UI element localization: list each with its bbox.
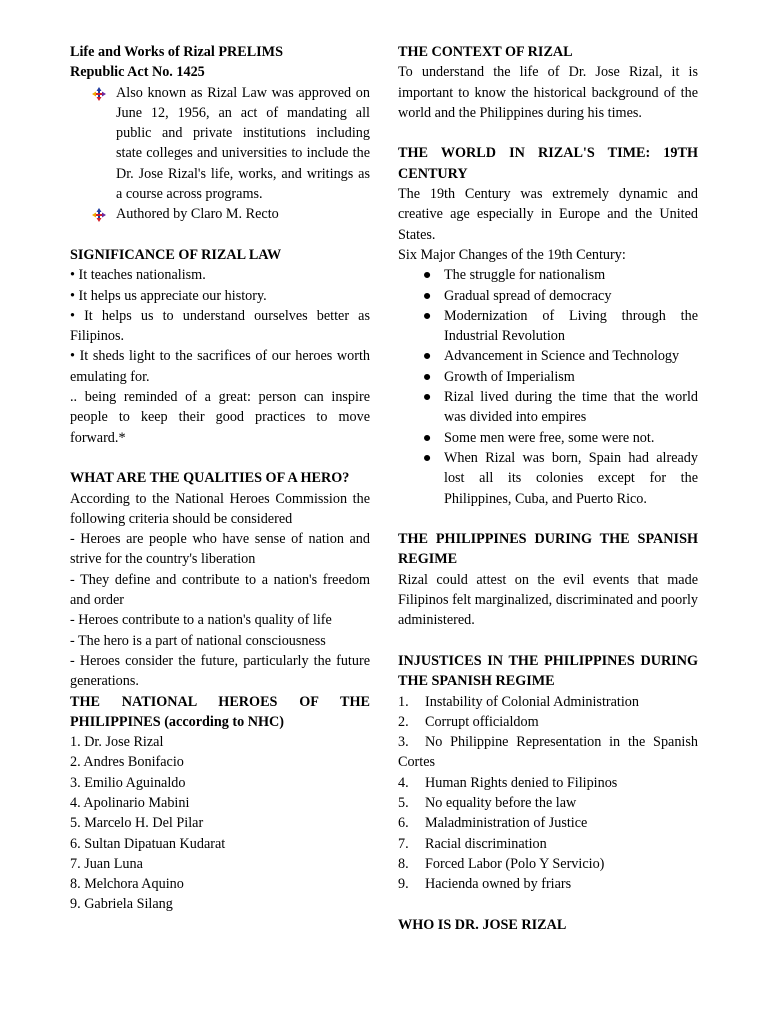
injustice-item [398, 834, 698, 854]
ra-item-text: Also known as Rizal Law was approved on June 12, 1956, an act of mandating all public and private institutions including state colleges and universities to include the Dr. Jose Rizal's life, works, and writings as a course across programs. [116, 84, 370, 203]
context-text: To understand the life of Dr. Jose Rizal, it is important to know the historical background of the world and the Philippines during his times. [398, 64, 698, 121]
injustice-text: No equality before the law [425, 794, 577, 811]
spanish-regime-text: Rizal could attest on the evil events that made Filipinos felt marginalized, discriminated and poorly administered. [398, 571, 698, 629]
change-item [398, 387, 698, 428]
hero-item: 5. Marcelo H. Del Pilar [70, 815, 204, 832]
injustice-item [398, 692, 698, 712]
hero-item: 3. Emilio Aguinaldo [70, 774, 186, 791]
context-heading: THE CONTEXT OF RIZAL [398, 44, 573, 60]
injustice-item [398, 773, 698, 793]
injustice-number: 9. [398, 876, 409, 893]
significance-heading: SIGNIFICANCE OF RIZAL LAW [70, 246, 282, 263]
bullet-icon: ● [422, 307, 432, 324]
bullet-icon: ● [422, 348, 432, 365]
right-column [398, 42, 698, 935]
ra-item [70, 204, 370, 224]
bullet-icon: ● [422, 429, 432, 446]
quality-item: - Heroes consider the future, particularly the future generations. [70, 652, 370, 690]
injustice-number: 7. [398, 835, 409, 852]
significance-item: • It helps us appreciate our history. [70, 287, 267, 304]
significance-item: • It helps us to understand ourselves better as Filipinos. [70, 307, 370, 345]
who-is-rizal-heading: WHO IS DR. JOSE RIZAL [398, 916, 567, 933]
qualities-intro: According to the National Heroes Commission the following criteria should be considered [70, 490, 370, 527]
ra-item [70, 83, 370, 205]
quality-item: - Heroes are people who have sense of nation and strive for the country's liberation [70, 531, 370, 568]
change-item [398, 448, 698, 509]
injustice-number: 8. [398, 855, 409, 872]
injustice-item [398, 874, 698, 894]
change-item [398, 428, 698, 448]
injustice-number: 6. [398, 815, 409, 832]
quality-item: - Heroes contribute to a nation's quality of life [70, 612, 332, 629]
change-text: Growth of Imperialism [444, 368, 575, 385]
national-heroes-heading-line1: THE NATIONAL HEROES OF THE [70, 693, 370, 710]
injustice-item [398, 854, 698, 874]
injustice-number: 3. [398, 734, 409, 751]
injustice-item [398, 813, 698, 833]
hero-item: 8. Melchora Aquino [70, 876, 184, 893]
hero-item: 9. Gabriela Silang [70, 896, 173, 913]
bullet-icon: ● [422, 287, 432, 304]
changes-intro: Six Major Changes of the 19th Century: [398, 246, 626, 263]
qualities-heading: WHAT ARE THE QUALITIES OF A HERO? [70, 470, 350, 487]
change-text: When Rizal was born, Spain had already lost all its colonies except for the Philippines, Cuba, and Puerto Rico. [444, 449, 698, 507]
injustice-number: 4. [398, 774, 409, 791]
change-text: Advancement in Science and Technology [444, 348, 680, 365]
injustice-text: Instability of Colonial Administration [425, 693, 639, 710]
injustice-item [398, 793, 698, 813]
document-title: Life and Works of Rizal PRELIMS [70, 44, 283, 60]
bullet-icon: ● [422, 267, 432, 284]
change-text: Rizal lived during the time that the world was divided into empires [444, 389, 698, 426]
injustice-text: No Philippine Representation in the Spanish Cortes [398, 734, 698, 771]
quality-item: - They define and contribute to a nation's freedom and order [70, 571, 370, 609]
hero-item: 2. Andres Bonifacio [70, 754, 184, 771]
hero-item: 7. Juan Luna [70, 855, 143, 872]
ra-item-text: Authored by Claro M. Recto [116, 206, 279, 223]
change-text: Modernization of Living through the Industrial Revolution [444, 307, 698, 345]
four-arrow-cross-icon [92, 208, 106, 222]
four-arrow-cross-icon [92, 87, 106, 101]
bullet-icon: ● [422, 389, 432, 406]
world-text: The 19th Century was extremely dynamic and creative age especially in Europe and the United States. [398, 186, 698, 243]
injustice-number: 5. [398, 794, 409, 811]
hero-item: 4. Apolinario Mabini [70, 794, 190, 811]
bullet-icon: ● [422, 449, 432, 466]
significance-note: .. being reminded of a great: person can inspire people to keep their good practices to move forward.* [70, 389, 370, 446]
injustice-text: Forced Labor (Polo Y Servicio) [425, 855, 605, 872]
significance-item: • It sheds light to the sacrifices of our heroes worth emulating for. [70, 348, 370, 385]
world-heading: THE WORLD IN RIZAL'S TIME: 19TH CENTURY [398, 145, 698, 182]
national-heroes-heading-line2: PHILIPPINES (according to NHC) [70, 713, 284, 730]
change-item [398, 346, 698, 366]
spanish-regime-heading: THE PHILIPPINES DURING THE SPANISH REGIME [398, 531, 698, 568]
change-text: The struggle for nationalism [444, 267, 606, 284]
injustice-item [398, 732, 698, 773]
injustice-number: 1. [398, 693, 409, 710]
hero-item: 1. Dr. Jose Rizal [70, 734, 164, 751]
republic-act-heading: Republic Act No. 1425 [70, 64, 205, 81]
change-text: Some men were free, some were not. [444, 429, 655, 446]
change-item [398, 265, 698, 285]
change-item [398, 286, 698, 306]
change-text: Gradual spread of democracy [444, 287, 612, 304]
injustice-text: Maladministration of Justice [425, 815, 588, 832]
injustice-text: Corrupt officialdom [425, 713, 539, 730]
injustice-text: Hacienda owned by friars [425, 876, 572, 893]
hero-item: 6. Sultan Dipatuan Kudarat [70, 835, 226, 852]
injustice-number: 2. [398, 713, 409, 730]
quality-item: - The hero is a part of national consciousness [70, 632, 326, 649]
change-item [398, 306, 698, 347]
injustice-text: Racial discrimination [425, 835, 547, 852]
change-item [398, 367, 698, 387]
left-column [70, 42, 370, 915]
injustice-text: Human Rights denied to Filipinos [425, 774, 618, 791]
injustice-item [398, 712, 698, 732]
significance-item: • It teaches nationalism. [70, 267, 206, 284]
bullet-icon: ● [422, 368, 432, 385]
injustices-heading: INJUSTICES IN THE PHILIPPINES DURING THE SPANISH REGIME [398, 652, 698, 690]
